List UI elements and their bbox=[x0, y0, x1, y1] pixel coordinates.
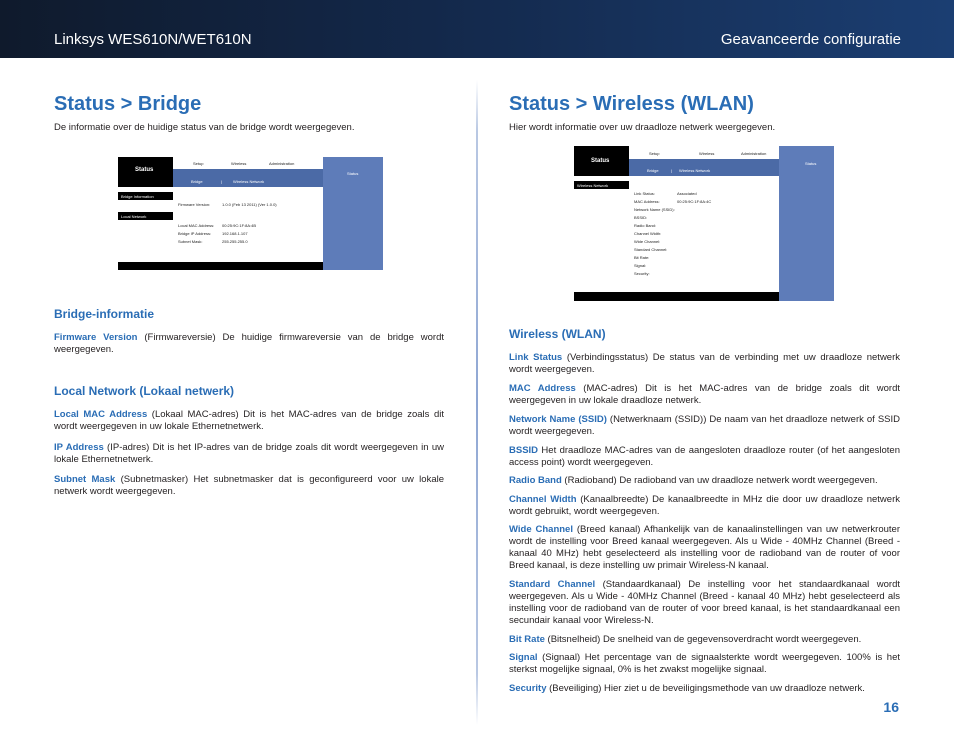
bssid-text: Het draadloze MAC-adres van de aangesloten draadloze router (of het aangesloten access point) wordt weergegeven. bbox=[509, 445, 900, 468]
left-intro: De informatie over de huidige status van de bridge wordt weergegeven. bbox=[54, 122, 355, 133]
shot-row-label: Standard Channel: bbox=[634, 247, 668, 252]
security-text: (Beveiliging) Hier ziet u de beveiligingsmethode van uw draadloze netwerk. bbox=[546, 683, 865, 694]
shot-section-bar bbox=[118, 212, 173, 220]
shot-section-label: Local Network bbox=[121, 214, 147, 219]
shot-section-bar bbox=[118, 192, 173, 200]
shot-right-column bbox=[779, 146, 834, 301]
shot-right-column bbox=[323, 157, 383, 270]
shot-row-label: Bridge IP Address: bbox=[178, 231, 212, 236]
shot-submenu bbox=[629, 165, 779, 176]
shot-section-label: Bridge Information bbox=[121, 194, 154, 199]
bit-rate-text: (Bitsnelheid) De snelheid van de gegevensoverdracht wordt weergegeven. bbox=[544, 634, 862, 645]
channel-width-term: Channel Width bbox=[509, 494, 577, 505]
ssid-paragraph bbox=[509, 414, 900, 438]
ssid-term: Network Name (SSID) bbox=[509, 414, 607, 425]
shot-bottom-bar bbox=[574, 292, 779, 301]
firmware-text: (Firmwareversie) De huidige firmwareversie van de bridge wordt weergegeven. bbox=[54, 332, 444, 355]
standard-channel-term: Standard Channel bbox=[509, 579, 596, 590]
wireless-heading: Wireless (WLAN) bbox=[509, 327, 606, 341]
shot-row-label: Channel Width: bbox=[634, 231, 662, 236]
signal-paragraph bbox=[509, 652, 900, 676]
shot-subtab: Bridge bbox=[191, 179, 203, 184]
wide-channel-text: (Breed kanaal) Afhankelijk van de kanaalinstellingen van uw netwerkrouter wordt de instelling voor Breed kanaal weergegeven. Als u Wide - 40MHz Channel (Breed - kanaal 40 MHz) hebt geselecteerd als instelling voor de radioband van de router of voor Breed kanaal, is deze instelling uw primair Wireless-N kanaal. bbox=[509, 524, 901, 571]
header-product-name: Linksys WES610N/WET610N bbox=[54, 31, 252, 48]
ip-address-text: (IP-adres) Dit is het IP-adres van de bridge zoals dit wordt weergegeven in uw lokale Ethernetnetwerk. bbox=[54, 442, 444, 465]
shot-menu bbox=[173, 157, 323, 169]
mac-address-text: (MAC-adres) Dit is het MAC-adres van de bridge zoals dit wordt weergegeven in uw lokale draadloze netwerk. bbox=[509, 383, 900, 406]
bridge-info-heading: Bridge-informatie bbox=[54, 307, 155, 321]
radio-band-text: (Radioband) De radioband van uw draadloze netwerk wordt weergegeven. bbox=[561, 475, 878, 486]
shot-menu bbox=[629, 146, 779, 159]
shot-row-label: Firmware Version: bbox=[178, 202, 211, 207]
ip-address-paragraph bbox=[54, 442, 444, 466]
link-status-term: Link Status bbox=[509, 352, 563, 363]
bssid-paragraph bbox=[509, 445, 900, 469]
right-intro: Hier wordt informatie over uw draadloze netwerk weergegeven. bbox=[509, 122, 776, 133]
shot-bottom-bar bbox=[118, 262, 323, 270]
channel-width-text: (Kanaalbreedte) De kanaalbreedte in MHz die door uw draadloze netwerk wordt gebruikt, wordt weergegeven. bbox=[509, 494, 900, 517]
column-divider bbox=[476, 80, 478, 725]
link-status-paragraph bbox=[509, 352, 900, 376]
shot-side-label: Status bbox=[347, 171, 359, 176]
mac-address-term: MAC Address bbox=[509, 383, 576, 394]
shot-row-label: BSSID: bbox=[634, 215, 648, 220]
wireless-status-screenshot bbox=[574, 146, 834, 301]
standard-channel-text: (Standaardkanaal) De instelling voor het standaardkanaal wordt weergegeven. Als u Wide - 40MHz Channel (Breed - kanaal 40 MHz) hebt geselecteerd als instelling voor de radioband van de router of voor breed kanaal, is het standaardkanaal een secundair kanaal voor Wireless-N. bbox=[509, 579, 900, 626]
security-paragraph bbox=[509, 683, 900, 695]
security-term: Security bbox=[509, 683, 547, 694]
shot-side-label: Status bbox=[805, 161, 817, 166]
wide-channel-paragraph bbox=[509, 524, 900, 572]
shot-section-bar bbox=[574, 181, 629, 189]
radio-band-term: Radio Band bbox=[509, 475, 562, 486]
channel-width-paragraph bbox=[509, 494, 900, 518]
shot-subtab: Wireless Network bbox=[233, 179, 265, 184]
local-network-heading: Local Network (Lokaal netwerk) bbox=[54, 384, 235, 398]
shot-subtab: Bridge bbox=[647, 168, 659, 173]
subnet-mask-paragraph bbox=[54, 474, 444, 498]
page-number: 16 bbox=[883, 699, 899, 715]
shot-row-value: 00:25:9C:1F:8A:4B bbox=[222, 223, 257, 228]
shot-row-label: Subnet Mask: bbox=[178, 239, 203, 244]
link-status-text: (Verbindingsstatus) De status van de verbinding met uw draadloze netwerk wordt weergegeven. bbox=[509, 352, 900, 375]
firmware-paragraph bbox=[54, 332, 444, 356]
subnet-mask-term: Subnet Mask bbox=[54, 474, 116, 485]
signal-text: (Signaal) Het percentage van de signaalsterkte wordt weergegeven. 100% is het sterkst mogelijke signaal, 0% is het zwakst mogelijke signaal. bbox=[509, 652, 900, 675]
shot-subtab: Wireless Network bbox=[679, 168, 711, 173]
local-mac-paragraph bbox=[54, 409, 444, 433]
shot-row-label: Signal: bbox=[634, 263, 647, 268]
header-section-name: Geavanceerde configuratie bbox=[720, 31, 901, 48]
bit-rate-paragraph bbox=[509, 634, 900, 646]
local-mac-text: (Lokaal MAC-adres) Dit is het MAC-adres van de bridge zoals dit wordt weergegeven in uw lokale Ethernetnetwerk. bbox=[54, 409, 444, 432]
ssid-text: (Netwerknaam (SSID)) De naam van het draadloze netwerk of SSID wordt weergegeven. bbox=[509, 414, 900, 437]
right-page-title: Status > Wireless (WLAN) bbox=[509, 93, 754, 115]
bit-rate-term: Bit Rate bbox=[509, 634, 545, 645]
shot-title-block bbox=[118, 157, 173, 187]
shot-row-label: Radio Band: bbox=[634, 223, 657, 228]
shot-tab: Wireless bbox=[231, 161, 247, 166]
shot-row-label: Bit Rate: bbox=[634, 255, 650, 260]
bridge-status-screenshot bbox=[118, 157, 383, 270]
shot-status-label: Status bbox=[135, 167, 154, 173]
left-page-title: Status > Bridge bbox=[54, 93, 202, 115]
signal-term: Signal bbox=[509, 652, 538, 663]
radio-band-paragraph bbox=[509, 475, 900, 487]
shot-status-label: Status bbox=[591, 158, 610, 164]
shot-tab: Setup bbox=[649, 151, 660, 156]
shot-tab: Administration bbox=[741, 151, 767, 156]
shot-row-value: Associated bbox=[677, 191, 697, 196]
shot-tab: Administration bbox=[269, 161, 295, 166]
shot-row-label: Link Status: bbox=[634, 191, 655, 196]
shot-row-label: Local MAC Address: bbox=[178, 223, 215, 228]
ip-address-term: IP Address bbox=[54, 442, 104, 453]
shot-subtab: | bbox=[671, 168, 673, 173]
shot-title-block bbox=[574, 146, 629, 176]
local-mac-term: Local MAC Address bbox=[54, 409, 148, 420]
subnet-mask-text: (Subnetmasker) Het subnetmasker dat is geconfigureerd voor uw lokale netwerk wordt weergegeven. bbox=[54, 474, 444, 497]
shot-tab: Setup bbox=[193, 161, 204, 166]
shot-row-value: 192.168.1.107 bbox=[222, 231, 248, 236]
standard-channel-paragraph bbox=[509, 579, 900, 627]
mac-address-paragraph bbox=[509, 383, 900, 407]
wide-channel-term: Wide Channel bbox=[509, 524, 573, 535]
shot-row-value: 00:25:9C:1F:8A:4C bbox=[677, 199, 712, 204]
shot-row-label: Network Name (SSID): bbox=[634, 207, 675, 212]
page-header bbox=[0, 0, 954, 58]
shot-tab: Wireless bbox=[699, 151, 715, 156]
shot-subtab: | bbox=[221, 179, 223, 184]
shot-row-value: 255.255.255.0 bbox=[222, 239, 248, 244]
shot-row-value: 1.0.0 (Feb 13 2011) (Ver 1.0.0) bbox=[222, 202, 277, 207]
bssid-term: BSSID bbox=[509, 445, 539, 456]
shot-row-label: MAC Address: bbox=[634, 199, 660, 204]
shot-section-label: Wireless Network bbox=[577, 183, 609, 188]
firmware-term: Firmware Version bbox=[54, 332, 138, 343]
shot-row-label: Security: bbox=[634, 271, 650, 276]
shot-row-label: Wide Channel: bbox=[634, 239, 661, 244]
shot-submenu bbox=[173, 175, 323, 187]
